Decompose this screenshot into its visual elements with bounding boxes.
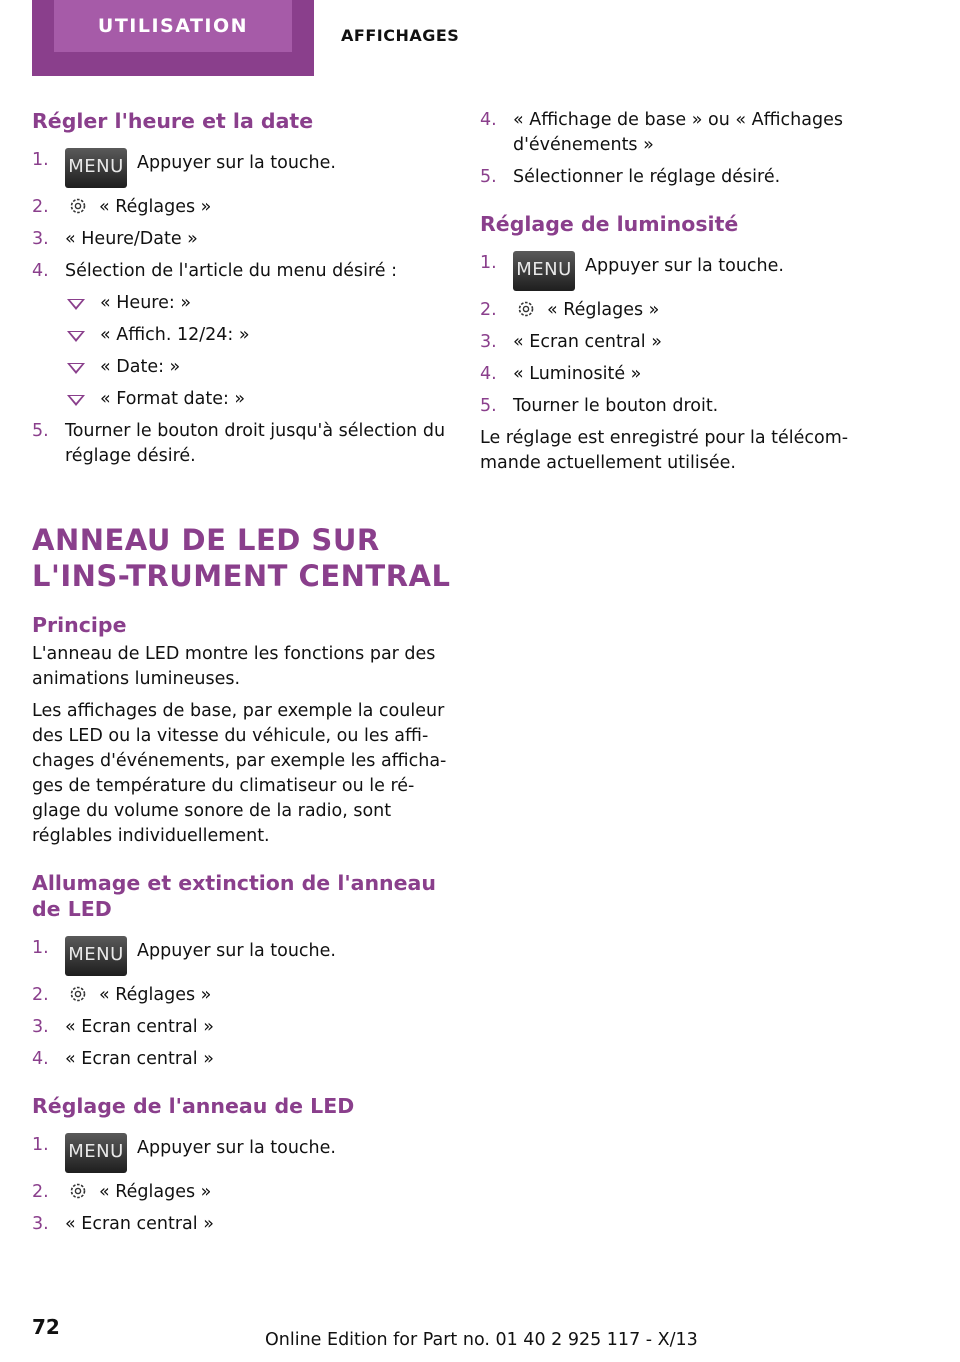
list-item [32, 1212, 452, 1237]
list-item [32, 1047, 452, 1072]
step-text: « Réglages » [547, 300, 660, 320]
step-text: « Réglages » [99, 197, 212, 217]
list-item [480, 330, 900, 355]
step-number: 4. [480, 364, 497, 384]
edition-footer: Online Edition for Part no. 01 40 2 925 117 - X/13 [265, 1330, 698, 1350]
step-text: Sélection de l'article du menu désiré : [65, 261, 397, 281]
step-text: « Affichage de base » ou « Affichages d'événements » [513, 110, 843, 155]
list-item [480, 298, 900, 323]
heading-time-date: Régler l'heure et la date [32, 109, 314, 133]
gear-icon [65, 1180, 91, 1205]
page-number: 72 [32, 1315, 60, 1339]
option-text: « Date: » [100, 357, 181, 377]
step-text: « Réglages » [99, 1182, 212, 1202]
principle-paragraph-1: L'anneau de LED montre les fonctions par des animations lumineuses. [32, 644, 436, 689]
step-text: « Réglages » [99, 985, 212, 1005]
list-item [32, 227, 452, 252]
step-number: 4. [32, 1049, 49, 1069]
section-tab-label: UTILISATION [54, 0, 292, 52]
menu-key-icon: MENU [65, 1133, 127, 1173]
list-item [32, 419, 452, 469]
step-number: 1. [480, 253, 497, 273]
heading-brightness: Réglage de luminosité [480, 212, 739, 236]
heading-led-on-off: Allumage et extinction de l'anneau de LED [32, 871, 436, 921]
menu-key-icon: MENU [513, 251, 575, 291]
step-number: 3. [32, 1017, 49, 1037]
gear-icon [65, 983, 91, 1008]
list-item [480, 251, 900, 291]
heading-led-ring: ANNEAU DE LED SUR L'INS‐TRUMENT CENTRAL [32, 523, 451, 593]
list-item [32, 1015, 452, 1040]
triangle-bullet-icon [67, 363, 85, 374]
list-item [480, 394, 900, 419]
list-item [480, 108, 900, 158]
step-number: 4. [32, 261, 49, 281]
step-number: 4. [480, 110, 497, 130]
list-item [65, 291, 452, 316]
option-text: « Format date: » [100, 389, 246, 409]
list-item [65, 355, 452, 380]
gear-icon [65, 195, 91, 220]
step-number: 2. [32, 197, 49, 217]
list-item [65, 387, 452, 412]
right-column [480, 108, 900, 483]
step-number: 5. [32, 421, 49, 441]
step-number: 3. [32, 1214, 49, 1234]
step-text: Tourner le bouton droit. [513, 396, 719, 416]
heading-set-led-ring: Réglage de l'anneau de LED [32, 1094, 355, 1118]
step-text: « Ecran central » [65, 1017, 214, 1037]
onoff-steps [32, 936, 452, 1072]
step-text: Appuyer sur la touche. [585, 256, 784, 276]
triangle-bullet-icon [67, 331, 85, 342]
list-item [32, 1133, 452, 1173]
page-topic: AFFICHAGES [341, 26, 460, 45]
step-number: 1. [32, 1135, 49, 1155]
step-number: 2. [32, 1182, 49, 1202]
step-text: « Ecran central » [513, 332, 662, 352]
step-number: 3. [32, 229, 49, 249]
menu-key-icon: MENU [65, 936, 127, 976]
menu-key-icon: MENU [65, 148, 127, 188]
step-text: Appuyer sur la touche. [137, 1138, 336, 1158]
brightness-note: Le réglage est enregistré pour la télécom‐mande actuellement utilisée. [480, 428, 849, 473]
step-number: 1. [32, 938, 49, 958]
step-text: « Ecran central » [65, 1049, 214, 1069]
step-number: 1. [32, 150, 49, 170]
step-number: 2. [480, 300, 497, 320]
triangle-bullet-icon [67, 395, 85, 406]
list-item [32, 259, 452, 412]
brightness-steps [480, 251, 900, 419]
list-item [32, 936, 452, 976]
list-item [65, 323, 452, 348]
heading-principle: Principe [32, 613, 127, 637]
principle-paragraph-2: Les affichages de base, par exemple la couleur des LED ou la vitesse du véhicule, ou les affi‐chages d'événements, par exemple les afficha‐ges de température du climatiseur ou le ré‐glage du volume sonore de la radio, sont réglables individuellement. [32, 701, 447, 846]
step-text: « Ecran central » [65, 1214, 214, 1234]
time-sub-options [65, 291, 452, 412]
gear-icon [513, 298, 539, 323]
step-number: 5. [480, 396, 497, 416]
list-item [32, 1180, 452, 1205]
list-item [480, 362, 900, 387]
list-item [480, 165, 900, 190]
list-item [32, 195, 452, 220]
list-item [32, 983, 452, 1008]
option-text: « Heure: » [100, 293, 192, 313]
step-text: Appuyer sur la touche. [137, 153, 336, 173]
triangle-bullet-icon [67, 299, 85, 310]
step-text: Appuyer sur la touche. [137, 941, 336, 961]
time-steps [32, 148, 452, 469]
continued-steps [480, 108, 900, 190]
section-tab [32, 0, 314, 76]
option-text: « Affich. 12/24: » [100, 325, 250, 345]
setring-steps [32, 1133, 452, 1237]
step-number: 3. [480, 332, 497, 352]
step-number: 2. [32, 985, 49, 1005]
step-number: 5. [480, 167, 497, 187]
step-text: « Luminosité » [513, 364, 642, 384]
step-text: Tourner le bouton droit jusqu'à sélection du réglage désiré. [65, 421, 446, 466]
list-item [32, 148, 452, 188]
step-text: « Heure/Date » [65, 229, 198, 249]
step-text: Sélectionner le réglage désiré. [513, 167, 781, 187]
left-column [32, 108, 452, 1244]
